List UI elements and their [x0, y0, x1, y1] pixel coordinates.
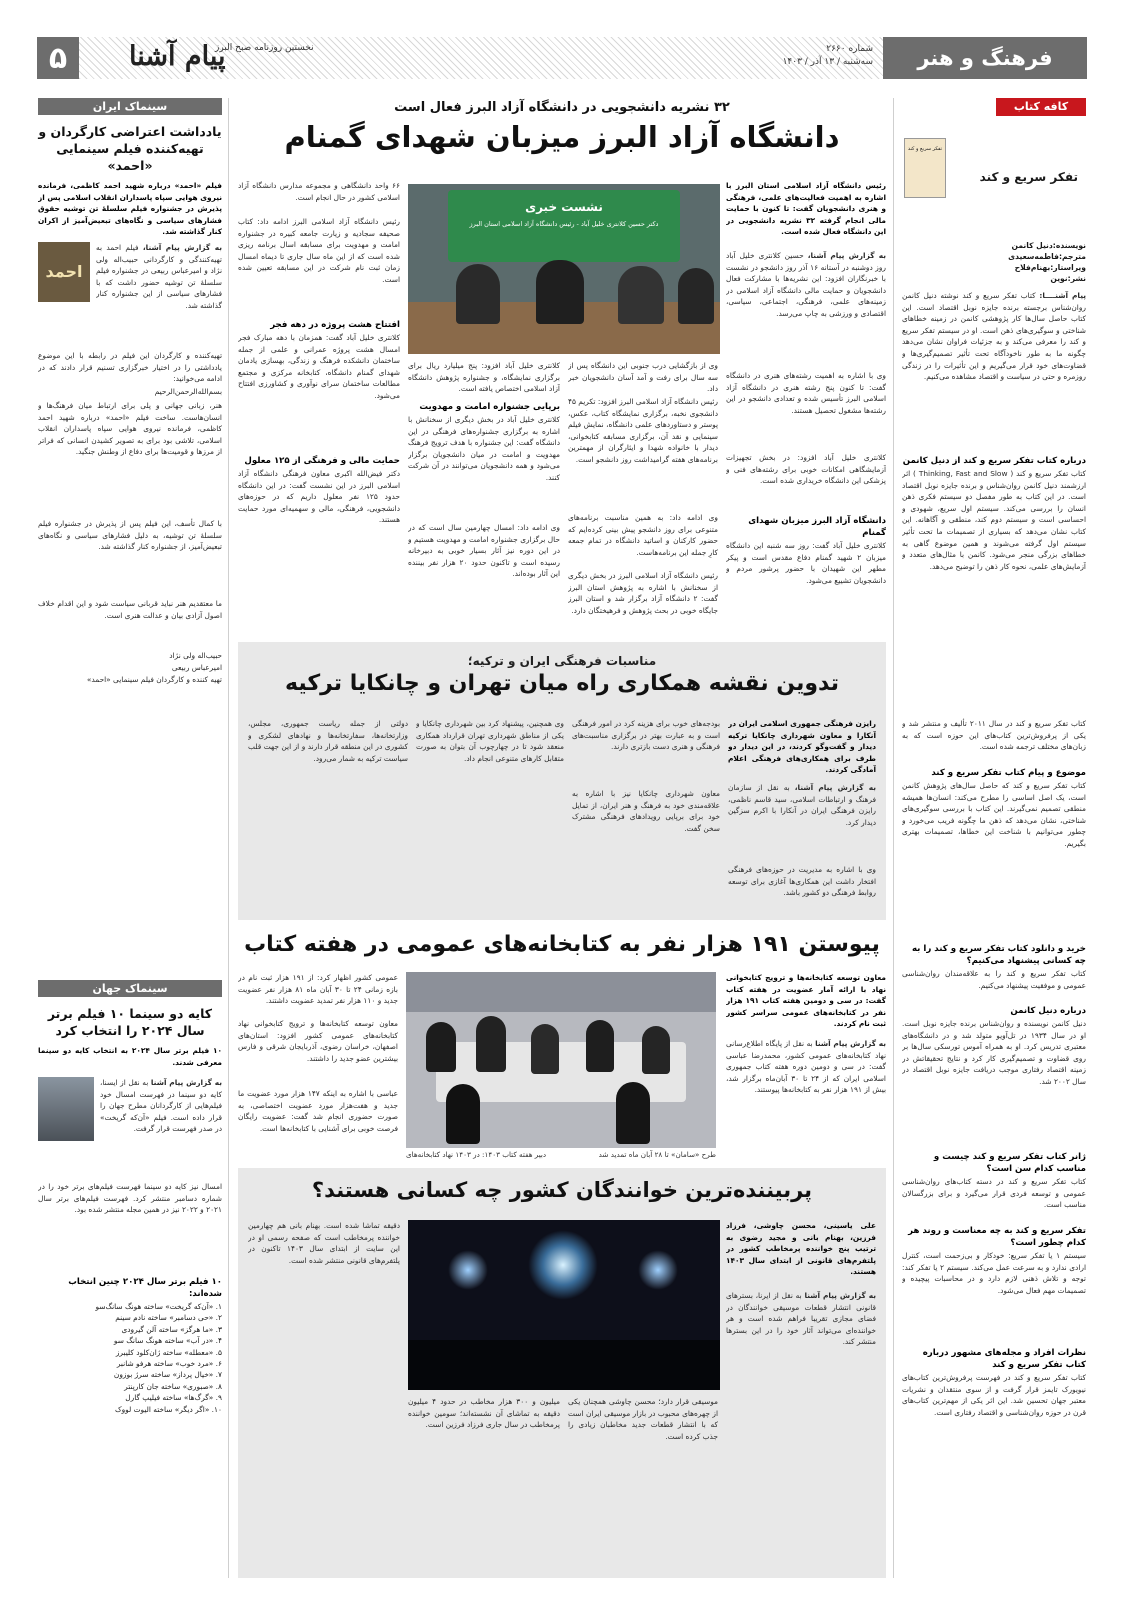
story-column: [248, 1220, 400, 1566]
issue-date: سه‌شنبه / ۱۳ آذر / ۱۴۰۳: [782, 57, 873, 67]
film-poster: احمد: [38, 242, 90, 302]
story-subheading: دانشگاه آزاد البرز میزبان شهدای گمنام: [748, 516, 886, 538]
caption-left: دبیر هفته کتاب ۱۴۰۳: در ۱۴۰۳ نهاد کتابخانه‌های: [406, 1150, 547, 1159]
story-column: [572, 718, 720, 908]
story-column: [568, 1396, 718, 1566]
story-paragraph: عمومی کشور اظهار کرد: از ۱۹۱ هزار ثبت نام در بازه زمانی ۲۴ تا ۳۰ آبان ماه ۸۱ هزار نفر عضویت جدید و ۱۱۰ هزار نفر تمدید عضویت داشتند.: [238, 973, 398, 1006]
caption-row: [406, 1150, 716, 1160]
story-paragraph: [100, 1077, 222, 1181]
story-paragraph: [726, 1038, 886, 1164]
list-item: ۹. «گرگ‌ها» ساخته فیلیپ گارل: [125, 1393, 222, 1403]
story-paragraph: [726, 250, 886, 370]
stage-light: [448, 1250, 488, 1290]
turkey-story: [238, 642, 886, 920]
banner-title: نشست خبری: [525, 200, 603, 214]
book-cover-image: [904, 138, 946, 198]
credit-editor: ویراستار:بهنام‌فلاح: [1014, 263, 1086, 272]
speaker-figure: [536, 260, 584, 324]
list-item: ۱. «آن‌که گریخت» ساخته هونگ سانگ‌سو: [95, 1302, 222, 1311]
stage-light: [528, 1230, 598, 1300]
story-paragraph: [96, 242, 222, 350]
story-column: [568, 360, 718, 635]
story-subheading: حمایت مالی و فرهنگی از ۱۲۵ معلول: [244, 456, 400, 466]
story-paragraph: دکتر فیض‌الله اکبری معاون فرهنگی دانشگاه آزاد اسلامی البرز در این نشست گفت: در این دانشگاه حدود ۱۲۵ نفر معلول داریم که در حوزه‌های دانشجویی، فرهنگی، مالی و سهمیه‌ای مورد حمایت هستند.: [238, 469, 400, 525]
section-text: کتاب تفکر سریع و کند که حاصل سال‌های پژوهش کانمن است، یک اصل اساسی را مطرح می‌کند: انسان‌ها همیشه منطقی تصمیم نمی‌گیرند. این کتاب با بررسی سوگیری‌های شناختی، نشان می‌دهد که ذهن ما چگونه فریب می‌خورد و چطور می‌توانیم با شناخت این خطاها، تصمیمات بهتری بگیریم.: [902, 781, 1086, 848]
newspaper-tagline: نخستین روزنامه صبح البرز: [215, 43, 314, 53]
cinema-world-title: کایه دو سینما ۱۰ فیلم برتر سال ۲۰۲۴ را انتخاب کرد: [47, 1006, 213, 1038]
story-headline: تدوین نقشه همکاری راه میان تهران و چانکایا ترکیه: [285, 671, 839, 696]
story-column: [238, 180, 400, 635]
story-text: به نقل از سازمان فرهنگ و ارتباطات اسلامی، سید قاسم ناظمی، رایزن فرهنگی ایران در آنکارا با اکرم سزگین دیدار کرد.: [728, 783, 876, 827]
story-lead: رایزن فرهنگی جمهوری اسلامی ایران در آنکارا و معاون شهرداری چانکایا ترکیه دیدار و گفت‌وگو کردند، در این دیدار دو طرف برای همکاری‌های فرهنگی اعلام آمادگی کردند.: [728, 719, 876, 775]
banner-subtitle: دکتر حسین کلانتری خلیل آباد - رئیس دانشگاه آزاد اسلامی استان البرز: [469, 220, 659, 228]
story-column: [726, 1220, 876, 1420]
concert-photo: [408, 1220, 720, 1390]
cinema-iran-label: سینماک ایران: [38, 98, 222, 115]
section-title: فرهنگ و هنر: [883, 37, 1087, 79]
reader-figure: [586, 1020, 614, 1072]
reader-figure: [616, 1082, 650, 1144]
list-item: ۶. «مرد خوب» ساخته هرفو شانبر: [116, 1359, 222, 1369]
film-list: [38, 1301, 222, 1415]
signature: حبیب‌اله ولی نژاد: [169, 651, 222, 660]
story-lead: علی یاسینی، محسن چاوشی، فرزاد فرزین، بهنام بانی و مجید رضوی به ترتیب پنج خواننده پرمخاطب کشور در پلتفرم‌های قانونی از ابتدای سال ۱۴۰۳ هستند.: [726, 1221, 876, 1277]
story-text: حسین کلانتری خلیل آباد روز دوشنبه در آستانه ۱۶ آذر روز دانشجو در نشست با خبرنگاران افزود: این نشریه‌ها با مشارکت فعال دانشجویان و حمایت مالی دانشگاه آزاد اسلامی در زمینه‌های علمی، فرهنگی، اجتماعی، سیاسی، اقتصادی و ورزشی به چاپ می‌رسد.: [726, 251, 886, 318]
section-heading: درباره دنیل کانمن: [1010, 1006, 1086, 1016]
cinema-world-lead: ۱۰ فیلم برتر سال ۲۰۲۴ به انتخاب کایه دو سینما معرفی شدند.: [38, 1046, 222, 1067]
cinema-iran-lead: فیلم «احمد» درباره شهید احمد کاظمی، فرمانده نیروی هوایی سپاه پاسداران انقلاب اسلامی پس از پذیرش در جشنواره فیلم سلسلهٔ تن توشیه حقوق فشارهای سیاسی و نگاه‌های تبعیض‌آمیز از اکران کنار گذاشته شد.: [38, 181, 222, 237]
story-text: به نقل از ایسنا، کایه دو سینما در فهرست امسال خود فیلم‌هایی از کارگردانان مطرح جهان را قرار داده است. فیلم «آن‌که گریخت» در صدر فهرست قرار گرفت.: [100, 1078, 222, 1134]
credit-publisher: نشر:نوین: [1050, 274, 1086, 283]
column-divider: [228, 98, 229, 1578]
section-heading: درباره کتاب تفکر سریع و کند از دنیل کانمن: [902, 456, 1086, 466]
story-paragraph: وی با اشاره به مدیریت در حوزه‌های فرهنگی افتخار داشت این همکاری‌ها آغازی برای توسعه روابط فرهنگی دو کشور باشد.: [728, 865, 876, 898]
story-paragraph: معاون توسعه کتابخانه‌ها و ترویج کتابخوانی نهاد کتابخانه‌های عمومی کشور افزود: استان‌های اصفهان، خراسان رضوی، آذربایجان شرقی و فارس بیشترین عضو جدید را داشتند.: [238, 1019, 398, 1063]
list-item: ۷. «خیال پرداز» ساخته سرژ بوزون: [113, 1370, 222, 1380]
story-paragraph: کلانتری خلیل آباد گفت: روز سه شنبه این دانشگاه میزبان ۲ شهید گمنام دفاع مقدس است و پیکر مطهر این شهیدان با حضور پرشور مردم و دانشجویان تشییع می‌شود.: [726, 541, 886, 585]
list-item: ۴. «در آب» ساخته هونگ سانگ سو: [113, 1336, 222, 1346]
library-story: [238, 928, 886, 1166]
story-column: [726, 972, 886, 1164]
story-column: [726, 180, 886, 635]
book-cover-title: تفکر سریع و کند: [907, 146, 943, 152]
speaker-figure: [456, 264, 500, 324]
book-intro: [902, 290, 1086, 452]
story-paragraph: رئیس دانشگاه آزاد اسلامی البرز ادامه داد: کتاب صحیفه سجادیه و زیارت جامعه کبیره در جشنواره امامت و مهدویت برای مسابقه اسال برنامه ریزی شده است که از این ماه سال جاری تا دیماه امسال زمان ثبت نام شرکت در این مسابقه تعیین شده است.: [238, 217, 400, 284]
story-paragraph: میلیون و ۳۰۰ هزار مخاطب در حدود ۴ میلیون دقیقه به تماشای آن نشسته‌اند؛ سومین خواننده پرمخاطب در سال جاری فرزاد فرزین است.: [408, 1397, 560, 1430]
story-paragraph: هنر، زبانی جهانی و پلی برای ارتباط میان فرهنگ‌ها و انسان‌هاست. ساخت فیلم «احمد» درباره شهید احمد کاظمی، فرمانده نیروی هوایی سپاه پاسداران انقلاب اسلامی، تلاشی بود برای به تصویر کشیدن انسانی که فراتر از مرزها و قومیت‌ها برای دفاع از وطنش جنگید.: [38, 401, 222, 457]
story-lead-tag: به گزارش پیام آشنا: [150, 1078, 222, 1087]
speaker-figure: [678, 268, 714, 324]
story-paragraph: کلانتری خلیل آباد در بخش دیگری از سخنانش با اشاره به برگزاری جشنواره‌های فرهنگی در این دانشگاه گفت: این جشنواره با هدف ترویج فرهنگ مهدویت و امامت در میان دانشجویان برگزار می‌شود و همه دانشجویان می‌توانند در آن شرکت کنند.: [408, 415, 560, 482]
story-paragraph: دولتی از جمله ریاست جمهوری، مجلس، وزارتخانه‌ها، سفارتخانه‌ها و نهادهای لشکری و کشوری در این منطقه قرار دارند و از این جهت قلب سیاست ترکیه به شمار می‌رود.: [248, 719, 408, 763]
story-paragraph: وی ادامه داد: به همین مناسبت برنامه‌های متنوعی برای روز دانشجو پیش بینی کرده‌ایم که حضور کارکنان و اساتید دانشگاه در تمام جمعه کارِ جمله این برنامه‌هاست.: [568, 513, 718, 557]
story-paragraph: کلانتری خلیل آباد گفت: همزمان با دهه مبارک فجر امسال هشت پروژه عمرانی و علمی از جمله ساختمان دانشکده فرهنگ و زندگی، بهسازی یادمان شهدای گمنام دانشگاه، کتابخانه مرکزی و مجتمع مطالعات ساختمان سرای نوآوری و کشاورزی افتتاح می‌شود.: [238, 333, 400, 400]
newspaper-logo: پیام آشنا: [129, 41, 226, 72]
signature: تهیه کننده و کارگردان فیلم سینمایی «احمد»: [86, 675, 222, 684]
section-heading: خرید و دانلود کتاب تفکر سریع و کند را به چه کسانی پیشنهاد می‌کنیم؟: [911, 944, 1086, 966]
story-paragraph: رئیس دانشگاه آزاد اسلامی البرز در بخش دیگری از سخنانش با اشاره به پژوهش استان البرز گفت: ۲ دانشگاه آزاد برگزار شد و استان البرز جایگاه خوبی در بحث پژوهش و فرهیختگان دارد.: [568, 571, 718, 615]
story-paragraph: کلانتری خلیل آباد افزود: پنج میلیارد ریال برای برگزاری نمایشگاه، و جشنواره پژوهش دانشگاه آزاد اسلامی اختصاص یافته است.: [408, 361, 560, 394]
story-paragraph: موسیقی قرار دارد؛ محسن چاوشی همچنان یکی از چهره‌های محبوب در بازار موسیقی ایران است که با انتشار قطعات جدید مخاطبان زیادی را جذب کرده است.: [568, 1397, 718, 1441]
story-lead-tag: به گزارش پیام آشنا: [804, 1291, 876, 1300]
story-lead-tag: به گزارش پیام آشنا،: [142, 243, 222, 252]
section-heading: موضوع و پیام کتاب تفکر سریع و کند: [931, 768, 1086, 778]
story-paragraph: بسم‌الله‌الرحمن‌الرحیم: [154, 387, 222, 396]
speaker-figure: [618, 266, 664, 324]
story-column: [248, 718, 408, 908]
story-headline: دانشگاه آزاد البرز میزبان شهدای گمنام: [284, 120, 840, 154]
story-kicker: مناسبات فرهنگی ایران و ترکیه؛: [467, 654, 657, 668]
library-photo: [406, 972, 716, 1148]
story-lead-tag: به گزارش پیام آشنا،: [794, 783, 876, 792]
story-subheading: افتتاح هشت پروژه در دهه فجر: [270, 320, 400, 330]
credit-author: نویسنده:دنیل کانمن: [1011, 241, 1086, 250]
poster-block: [38, 242, 222, 350]
film-still: [38, 1077, 94, 1141]
page-header: [37, 37, 1087, 79]
list-item: ۳. «ما هرگز» ساخته آلن گیرودی: [121, 1324, 222, 1334]
audience-silhouette: [408, 1340, 720, 1390]
story-paragraph: کلانتری خلیل آباد افزود: در بخش تجهیزات آزمایشگاهی امکانات خوبی برای رشته‌های فنی و پزشکی این دانشگاه خریداری شده است.: [726, 453, 886, 486]
section-text: سیستم ۱ یا تفکر سریع: خودکار و بی‌زحمت است، کنترل ارادی ندارد و به سرعت عمل می‌کند. سیستم ۲ یا تفکر کند: توجه و تلاش ذهنی لازم دارد و در محاسبات پیچیده و تصمیمات مهم فعال می‌شود.: [902, 1251, 1086, 1295]
reader-figure: [531, 1024, 559, 1074]
story-paragraph: عباسی با اشاره به اینکه ۱۴۷ هزار مورد عضویت ما جدید و هفت‌هزار مورد عضویت اختصاصی، به صورت حضوری انجام شد گفت: عضویت رایگان فرصت خوبی برای آشنایی با کتابخانه‌ها است.: [238, 1089, 398, 1133]
list-item: ۸. «صبوری» ساخته جان کارپنتر: [124, 1381, 222, 1391]
list-heading: ۱۰ فیلم برتر سال ۲۰۲۴ چنین انتخاب شده‌اند:: [68, 1277, 222, 1299]
story-paragraph: وی از بازگشایی درب جنوبی این دانشگاه پس از سه سال برای رفت و آمد آسان دانشجویان خبر داد.: [568, 361, 718, 394]
reader-figure: [476, 1016, 506, 1072]
book-header: [902, 120, 1086, 218]
top-story: [238, 98, 886, 638]
column-divider: [893, 98, 894, 1578]
library-wall: [406, 972, 716, 1012]
page-number: ۵: [37, 37, 79, 79]
story-subheading: برپایی جشنواره امامت و مهدویت: [419, 402, 560, 412]
conference-banner: [448, 190, 680, 262]
story-column: [238, 972, 398, 1158]
story-paragraph: ۶۶ واحد دانشگاهی و مجموعه مدارس دانشگاه آزاد اسلامی کشور در حال انجام است.: [238, 181, 400, 202]
still-block: [38, 1077, 222, 1181]
signature: امیرعباس ربیعی: [171, 663, 222, 672]
section-text: کتاب تفکر سریع و کند در فهرست پرفروش‌ترین کتاب‌های نیویورک تایمز قرار گرفت و از سوی منتقدان و نشریات معتبر جهان تحسین شد. این اثر یکی از مهم‌ترین کتاب‌های قرن در حوزه روان‌شناسی و اقتصاد رفتاری است.: [902, 1373, 1086, 1417]
issue-info: [783, 43, 873, 69]
section-text: کتاب تفکر سریع و کند در سال ۲۰۱۱ تألیف و منتشر شد و یکی از پرفروش‌ترین کتاب‌های این حوزه است که به زبان‌های مختلف ترجمه شده است.: [902, 719, 1086, 752]
story-paragraph: امسال نیز کایه دو سینما فهرست فیلم‌های برتر خود را در شماره دسامبر منتشر کرد. فهرست فیلم‌های برتر سال ۲۰۲۱ و ۲۰۲۲ نیز در همین مجله منتشر شده بود.: [38, 1182, 222, 1215]
section-text: کتاب تفکر سریع و کند را به علاقه‌مندان روان‌شناسی عمومی و موفقیت پیشنهاد می‌کنیم.: [902, 969, 1086, 990]
intro-lead: پیام آشنــــا:: [1039, 291, 1086, 300]
photo-captions: [406, 1150, 716, 1160]
story-text: به نقل از پایگاه اطلاع‌رسانی نهاد کتابخانه‌های عمومی کشور، محمدرضا عباسی گفت: در سی و دومین دوره هفته کتاب جمهوری اسلامی ایران که از ۲۴ تا ۳۰ آبان‌ماه برگزار شد، بیش از ۱۹۱ هزار نفر به کتابخانه‌ها پیوستند.: [726, 1039, 886, 1095]
story-text: به نقل از ایرنا، بسترهای قانونی انتشار قطعات موسیقی خوانندگان در فضای مجازی تقریبا فراهم شده است و هر خواننده‌ای می‌تواند آثار خود را در این بسترها منتشر کند.: [726, 1291, 876, 1347]
story-paragraph: [728, 782, 876, 864]
story-column: [728, 718, 876, 912]
intro-text: کتاب تفکر سریع و کند نوشته دنیل کانمن روان‌شناس برجسته برنده جایزه نوبل اقتصاد است. این کتاب حاصل سال‌ها کار پژوهشی کانمن در زمینه خطاهای شناختی و سوگیری‌های ذهن است. او در سیستم تفکر سریع و کند را معرفی می‌کند و به جزئیات فراوان نشان می‌دهد چگونه ما به طور ناخودآگاه تحت تأثیر تصمیم‌گیری‌ها و قضاوت‌های خود قرار می‌گیریم و این تأثیرات را در زندگی روزمره و حتی در سیاست و اقتصاد مشاهده می‌کنیم.: [902, 291, 1086, 382]
story-paragraph: ما معتقدیم هنر نباید قربانی سیاست شود و این اقدام خلاف اصول آزادی بیان و عدالت هنری است.: [38, 599, 222, 620]
book-cafe-column: [902, 98, 1086, 1578]
story-paragraph: تهیه‌کننده و کارگردان این فیلم در رابطه با این موضوع یادداشتی را در اختیار خبرگزاری تسنیم قرار دادند که در ادامه می‌خوانید:: [38, 351, 222, 384]
section-heading: نظرات افراد و مجله‌های مشهور درباره کتاب تفکر سریع و کند: [922, 1348, 1086, 1370]
cinema-world-label: سینماک جهان: [38, 980, 222, 997]
story-column: [416, 718, 564, 908]
story-paragraph: بودجه‌های خوب برای هزینه کرد در امور فرهنگی است و به عبارت بهتر در برگزاری مناسبت‌های فرهنگی و هنری دست بازتری دارند.: [572, 719, 720, 752]
story-lead-tag: به گزارش پیام آشنا: [815, 1039, 886, 1048]
cinema-iran-column: [38, 98, 222, 968]
story-paragraph: وی با اشاره به اهمیت رشته‌های هنری در دانشگاه گفت: تا کنون پنج رشته هنری در دانشگاه آزاد اسلامی البرز تأسیس شده و تعدادی دانشجو در این رشته‌ها مشغول تحصیل هستند.: [726, 371, 886, 415]
section-text: دنیل کانمن نویسنده و روان‌شناس برنده جایزه نوبل است. او در سال ۱۹۳۴ در تل‌آویو متولد شد و در دانشگاه‌های معتبری تدریس کرد. او به همراه آموس تورسکی سال‌ها بر روی قضاوت و تصمیم‌گیری کار کرد و نتایج تحقیقاتش در زمینه اقتصاد رفتاری موجب دریافت جایزه نوبل اقتصاد در سال ۲۰۰۲ شد.: [902, 1019, 1086, 1086]
story-paragraph: [726, 1290, 876, 1420]
story-column: [408, 1396, 560, 1566]
reader-figure: [446, 1084, 480, 1144]
story-column: [408, 360, 560, 635]
story-text: فیلم احمد به تهیه‌کنندگی و کارگردانی حبیب‌اله ولی نژاد و امیرعباس ربیعی در جشنواره فیلم سلسلهٔ تن توشیه حضور داشت که با فشارهای سیاسی از این جشنواره کنار گذاشته شد.: [96, 243, 222, 310]
story-lead: رئیس دانشگاه آزاد اسلامی استان البرز با اشاره به اهمیت فعالیت‌های علمی، فرهنگی و هنری دانشجویان گفت: تا کنون با حمایت مالی انجام گرفته ۳۲ نشریه دانشجویی در این دانشگاه فعال شده است.: [726, 181, 886, 237]
list-item: ۵. «معطله» ساخته ژان‌کلود کلیبرز: [115, 1347, 222, 1357]
story-paragraph: وی ادامه داد: امسال چهارمین سال است که در حال برگزاری جشنواره امامت و مهدویت هستیم و در این دوره نیز آثار بسیار خوبی به دبیرخانه رسیده است و تاکنون حدود ۲۰ هزار نفر بیننده این آثار بوده‌اند.: [408, 523, 560, 579]
book-title: تفکر سریع و کند: [979, 170, 1078, 184]
book-cafe-label: کافه کتاب: [996, 98, 1086, 116]
press-conference-photo: [408, 184, 720, 354]
section-text: کتاب تفکر سریع و کند ( Thinking, Fast and Slow ) اثر ارزشمند دنیل کانمن روان‌شناس و برنده جایزه نوبل اقتصاد است. در این کتاب به طور مفصل دو سیستم فکری ذهن انسان را بررسی می‌کند. سیستم اول سریع، شهودی و احساسی است و سیستم دوم کند، منطقی و آگاهانه. این کتاب نشان می‌دهد که بسیاری از تصمیمات ما تحت تأثیر سیستم اول گرفته می‌شوند و همین موضوع گاهی به خطاهای بزرگی منجر می‌شود. کانمن با مثال‌های متعدد و آزمایش‌های علمی، نحوه کار ذهن را توضیح می‌دهد.: [902, 469, 1086, 571]
story-paragraph: وی همچنین، پیشنهاد کرد بین شهرداری چانکایا و یکی از مناطق شهرداری تهران قرارداد همکاری منعقد شود تا در چهارچوب آن بتوان به صورت متقابل کارهای متنوعی انجام داد.: [416, 719, 564, 763]
section-heading: ژانر کتاب تفکر سریع و کند چیست و مناسب کدام سن است؟: [933, 1152, 1086, 1174]
music-story: [238, 1168, 886, 1578]
section-text: کتاب تفکر سریع و کند در دسته کتاب‌های روان‌شناسی عمومی و توسعه فردی قرار می‌گیرد و برای بزرگسالان مناسب است.: [902, 1177, 1086, 1210]
story-paragraph: معاون شهرداری چانکایا نیز با اشاره به علاقه‌مندی خود به فرهنگ و هنر ایران، از تمایل خود برای برپایی رویدادهای فرهنگی مشترک سخن گفت.: [572, 789, 720, 833]
list-item: ۲. «حی دسامبر» ساخته نادم سینم: [115, 1313, 222, 1323]
caption-right: طرح «سامان» تا ۲۸ آبان ماه تمدید شد: [598, 1150, 716, 1159]
list-item: ۱۰. «اگر دیگر» ساخته الیوت لووک: [114, 1404, 222, 1414]
story-paragraph: با کمال تأسف، این فیلم پس از پذیرش در جشنواره فیلم سلسلهٔ تن توشیه، به دلیل فشارهای سیاسی و نگاه‌های تبعیض‌آمیز، از جشنواره کنار گذاشته شد.: [38, 519, 222, 552]
reader-figure: [642, 1026, 670, 1074]
section-heading: تفکر سریع و کند به چه معناست و روند هر کدام چطور است؟: [908, 1226, 1086, 1248]
credit-translator: مترجم:فاطمه‌سعیدی: [1008, 252, 1086, 261]
stage-light: [638, 1250, 678, 1290]
cinema-iran-title: یادداشت اعتراضی کارگردان و تهیه‌کننده فیلم سینمایی «احمد»: [38, 124, 222, 173]
book-credits: [902, 240, 1086, 284]
story-headline: پربیننده‌ترین خوانندگان کشور چه کسانی هستند؟: [311, 1178, 813, 1202]
story-lead-tag: به گزارش پیام آشنا،: [807, 251, 886, 260]
issue-number: شماره ۲۶۶۰: [826, 44, 873, 54]
story-paragraph: رئیس دانشگاه آزاد اسلامی البرز افزود: تکریم ۴۵ دانشجوی نخبه، برگزاری نمایشگاه کتاب، عکس، پوستر و دستاوردهای علمی دانشگاه، نمایش فیلم سینمایی و نقد آن، برگزاری مسابقه کتابخوانی، دیدار با خانواده شهدا و ایثارگران از مهمترین برنامه‌های هفته گرامیداشت روز دانشجو است.: [568, 397, 718, 464]
story-headline: پیوستن ۱۹۱ هزار نفر به کتابخانه‌های عمومی در هفته کتاب: [244, 932, 880, 957]
story-paragraph: دقیقه تماشا شده است. بهنام بانی هم چهارمین خواننده پرمخاطب است که صفحه رسمی او در این سایت از ابتدای سال ۱۴۰۳ تاکنون در پلتفرم‌های قانونی منتشر شده است.: [248, 1221, 400, 1265]
cinema-world-column: [38, 980, 222, 1578]
story-lead: معاون توسعه کتابخانه‌ها و ترویج کتابخوانی نهاد با ارائه آمار عضویت در هفته کتاب گفت: در سی و دومین هفته کتاب ۱۹۱ هزار نفر در کتابخانه‌های عمومی سراسر کشور ثبت نام کردند.: [726, 973, 886, 1029]
story-kicker: ۳۲ نشریه دانشجویی در دانشگاه آزاد البرز فعال است: [394, 100, 730, 115]
reader-figure: [426, 1022, 456, 1072]
